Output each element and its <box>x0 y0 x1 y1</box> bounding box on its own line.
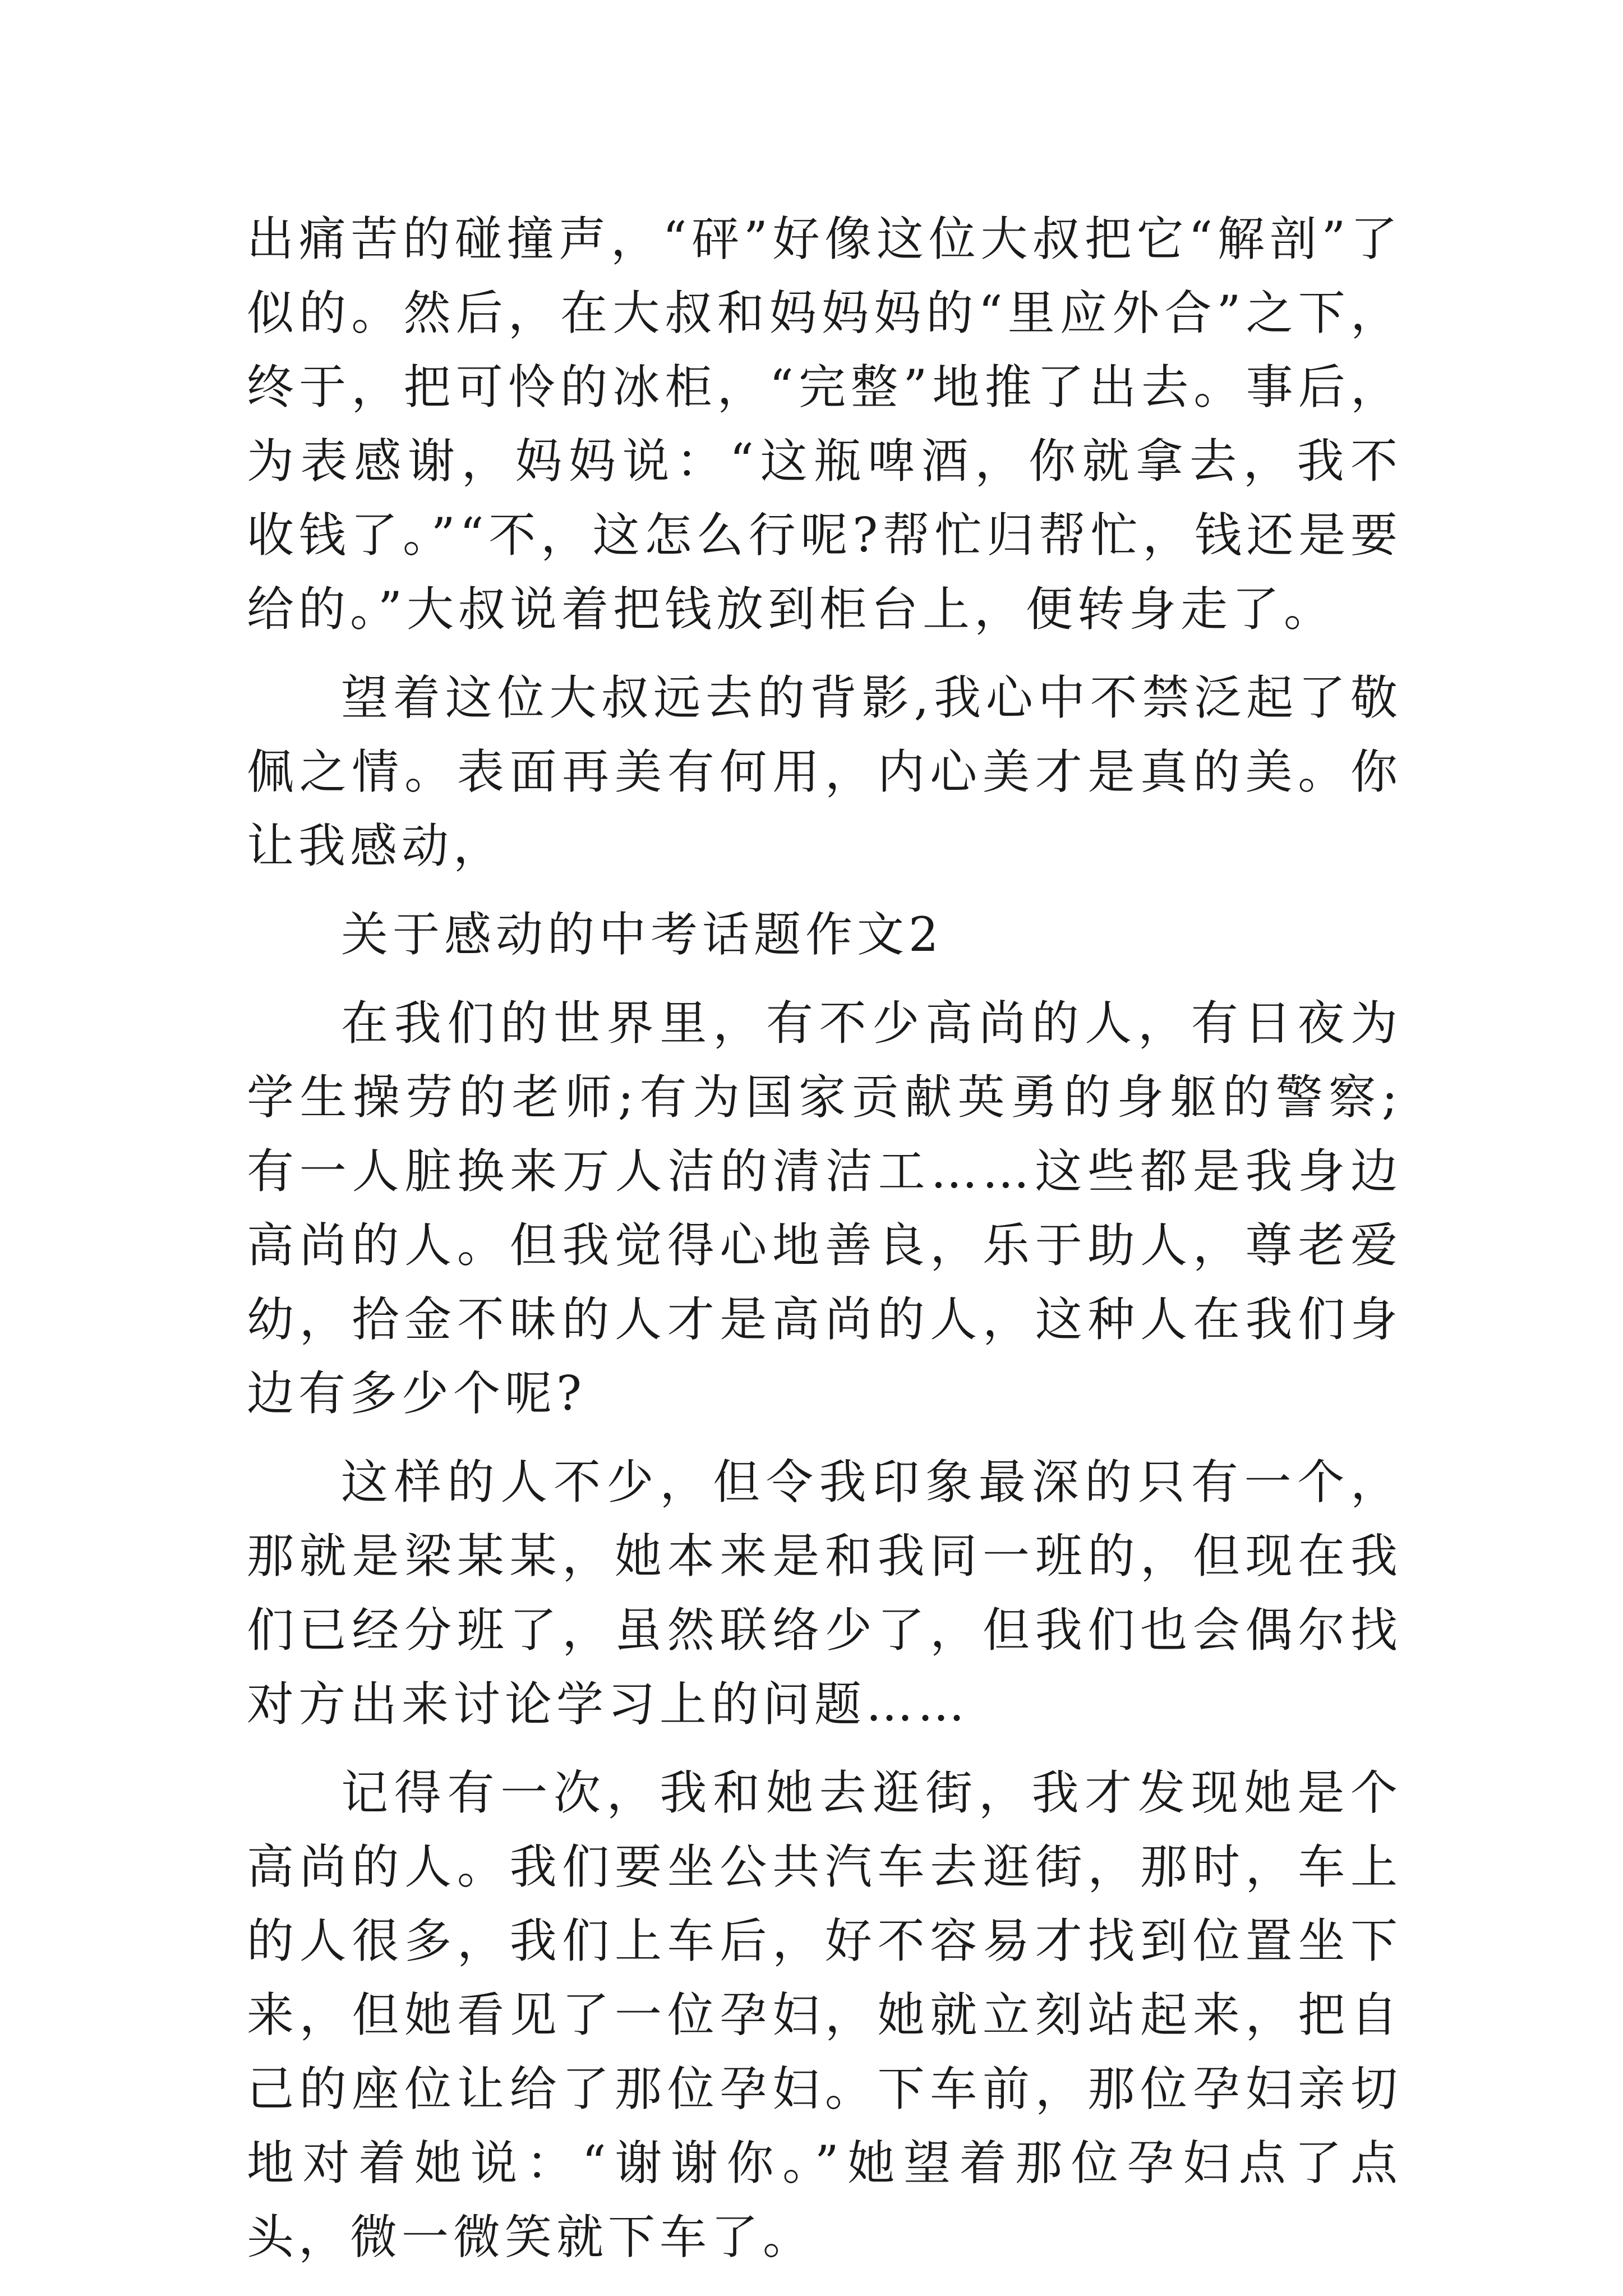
document-body <box>247 202 1402 2289</box>
paragraph: 记得有一次，我和她去逛街，我才发现她是个高尚的人。我们要坐公共汽车去逛街，那时，车上的人很多，我们上车后，好不容易才找到位置坐下来，但她看见了一位孕妇，她就立刻站起来，把自己的座位让给了那位孕妇。下车前，那位孕妇亲切地对着她说：“谢谢你。”她望着那位孕妇点了点头，微一微笑就下车了。 <box>247 1765 1402 2265</box>
paragraph: 望着这位大叔远去的背影,我心中不禁泛起了敬佩之情。表面再美有何用，内心美才是真的美。你让我感动， <box>247 670 1402 873</box>
paragraph: 这样的人不少，但令我印象最深的只有一个，那就是梁某某，她本来是和我同一班的，但现在我们已经分班了，虽然联络少了，但我们也会偶尔找对方出来讨论学习上的问题…… <box>247 1455 1402 1732</box>
paragraph: 在我们的世界里，有不少高尚的人，有日夜为学生操劳的老师;有为国家贡献英勇的身躯的警察;有一人脏换来万人洁的清洁工……这些都是我身边高尚的人。但我觉得心地善良，乐于助人，尊老爱幼，拾金不昧的人才是高尚的人，这种人在我们身边有多少个呢? <box>247 996 1402 1421</box>
paragraph-continuation: 出痛苦的碰撞声，“砰”好像这位大叔把它“解剖”了似的。然后，在大叔和妈妈妈的“里应外合”之下，终于，把可怜的冰柜，“完整”地推了出去。事后，为表感谢，妈妈说：“这瓶啤酒，你就拿去，我不收钱了。”“不，这怎么行呢?帮忙归帮忙，钱还是要给的。”大叔说着把钱放到柜台上，便转身走了。 <box>247 211 1402 637</box>
section-title: 关于感动的中考话题作文2 <box>341 907 943 962</box>
